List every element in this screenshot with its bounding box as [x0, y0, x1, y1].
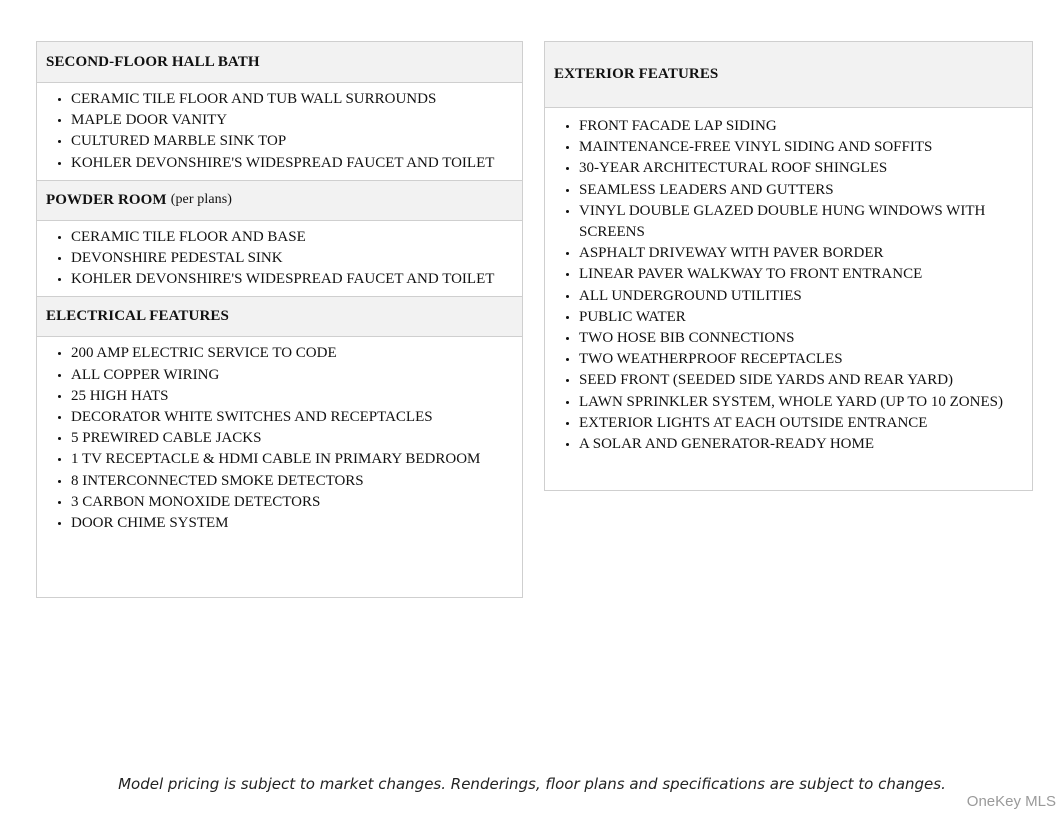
- exterior-list: [545, 108, 1032, 461]
- list-item: • KOHLER DEVONSHIRE'S WIDESPREAD FAUCET AND TOILET: [71, 153, 514, 174]
- mls-watermark: OneKey MLS: [966, 793, 1056, 810]
- list-item: • KOHLER DEVONSHIRE'S WIDESPREAD FAUCET AND TOILET: [71, 269, 514, 290]
- section-header-electrical: [37, 296, 522, 337]
- list-item: • CERAMIC TILE FLOOR AND TUB WALL SURROUNDS: [71, 89, 514, 110]
- list-item: • SEED FRONT (SEEDED SIDE YARDS AND REAR YARD): [579, 370, 1024, 391]
- list-item: • SEAMLESS LEADERS AND GUTTERS: [579, 180, 1024, 201]
- list-item: • MAPLE DOOR VANITY: [71, 110, 514, 131]
- section-header-hall-bath: [37, 42, 522, 83]
- section-note: (per plans): [170, 192, 233, 208]
- list-item: • A SOLAR AND GENERATOR-READY HOME: [579, 434, 1024, 455]
- section-header-powder-room: [37, 180, 522, 221]
- list-item: • 8 INTERCONNECTED SMOKE DETECTORS: [71, 471, 514, 492]
- right-features-panel: [544, 41, 1033, 491]
- left-features-panel: [36, 41, 523, 598]
- list-item: • PUBLIC WATER: [579, 307, 1024, 328]
- list-item: • FRONT FACADE LAP SIDING: [579, 116, 1024, 137]
- list-item: • MAINTENANCE-FREE VINYL SIDING AND SOFFITS: [579, 137, 1024, 158]
- hall-bath-list: [37, 83, 522, 180]
- list-item: • 200 AMP ELECTRIC SERVICE TO CODE: [71, 343, 514, 364]
- list-item: • 25 HIGH HATS: [71, 386, 514, 407]
- list-item: • DEVONSHIRE PEDESTAL SINK: [71, 248, 514, 269]
- list-item: • DOOR CHIME SYSTEM: [71, 513, 514, 534]
- section-title: POWDER ROOM: [46, 191, 167, 208]
- list-item: • DECORATOR WHITE SWITCHES AND RECEPTACLES: [71, 407, 514, 428]
- list-item: • LINEAR PAVER WALKWAY TO FRONT ENTRANCE: [579, 264, 1024, 285]
- list-item: • TWO HOSE BIB CONNECTIONS: [579, 328, 1024, 349]
- list-item: • CERAMIC TILE FLOOR AND BASE: [71, 227, 514, 248]
- section-title: SECOND-FLOOR HALL BATH: [46, 53, 260, 70]
- electrical-list: [37, 337, 522, 540]
- list-item: • 1 TV RECEPTACLE & HDMI CABLE IN PRIMARY BEDROOM: [71, 449, 514, 470]
- section-header-exterior: [545, 42, 1032, 108]
- list-item: • TWO WEATHERPROOF RECEPTACLES: [579, 349, 1024, 370]
- list-item: • ALL UNDERGROUND UTILITIES: [579, 286, 1024, 307]
- section-title: ELECTRICAL FEATURES: [46, 308, 229, 325]
- list-item: • ALL COPPER WIRING: [71, 365, 514, 386]
- list-item: • LAWN SPRINKLER SYSTEM, WHOLE YARD (UP TO 10 ZONES): [579, 392, 1024, 413]
- list-item: • VINYL DOUBLE GLAZED DOUBLE HUNG WINDOWS WITH SCREENS: [579, 201, 1024, 243]
- list-item: • CULTURED MARBLE SINK TOP: [71, 131, 514, 152]
- list-item: • 5 PREWIRED CABLE JACKS: [71, 428, 514, 449]
- list-item: • EXTERIOR LIGHTS AT EACH OUTSIDE ENTRANCE: [579, 413, 1024, 434]
- list-item: • 30-YEAR ARCHITECTURAL ROOF SHINGLES: [579, 158, 1024, 179]
- list-item: • 3 CARBON MONOXIDE DETECTORS: [71, 492, 514, 513]
- list-item: • ASPHALT DRIVEWAY WITH PAVER BORDER: [579, 243, 1024, 264]
- powder-room-list: [37, 221, 522, 297]
- pricing-disclaimer: Model pricing is subject to market changes. Renderings, floor plans and specifications are subject to changes.: [118, 775, 946, 793]
- section-title: EXTERIOR FEATURES: [554, 66, 719, 82]
